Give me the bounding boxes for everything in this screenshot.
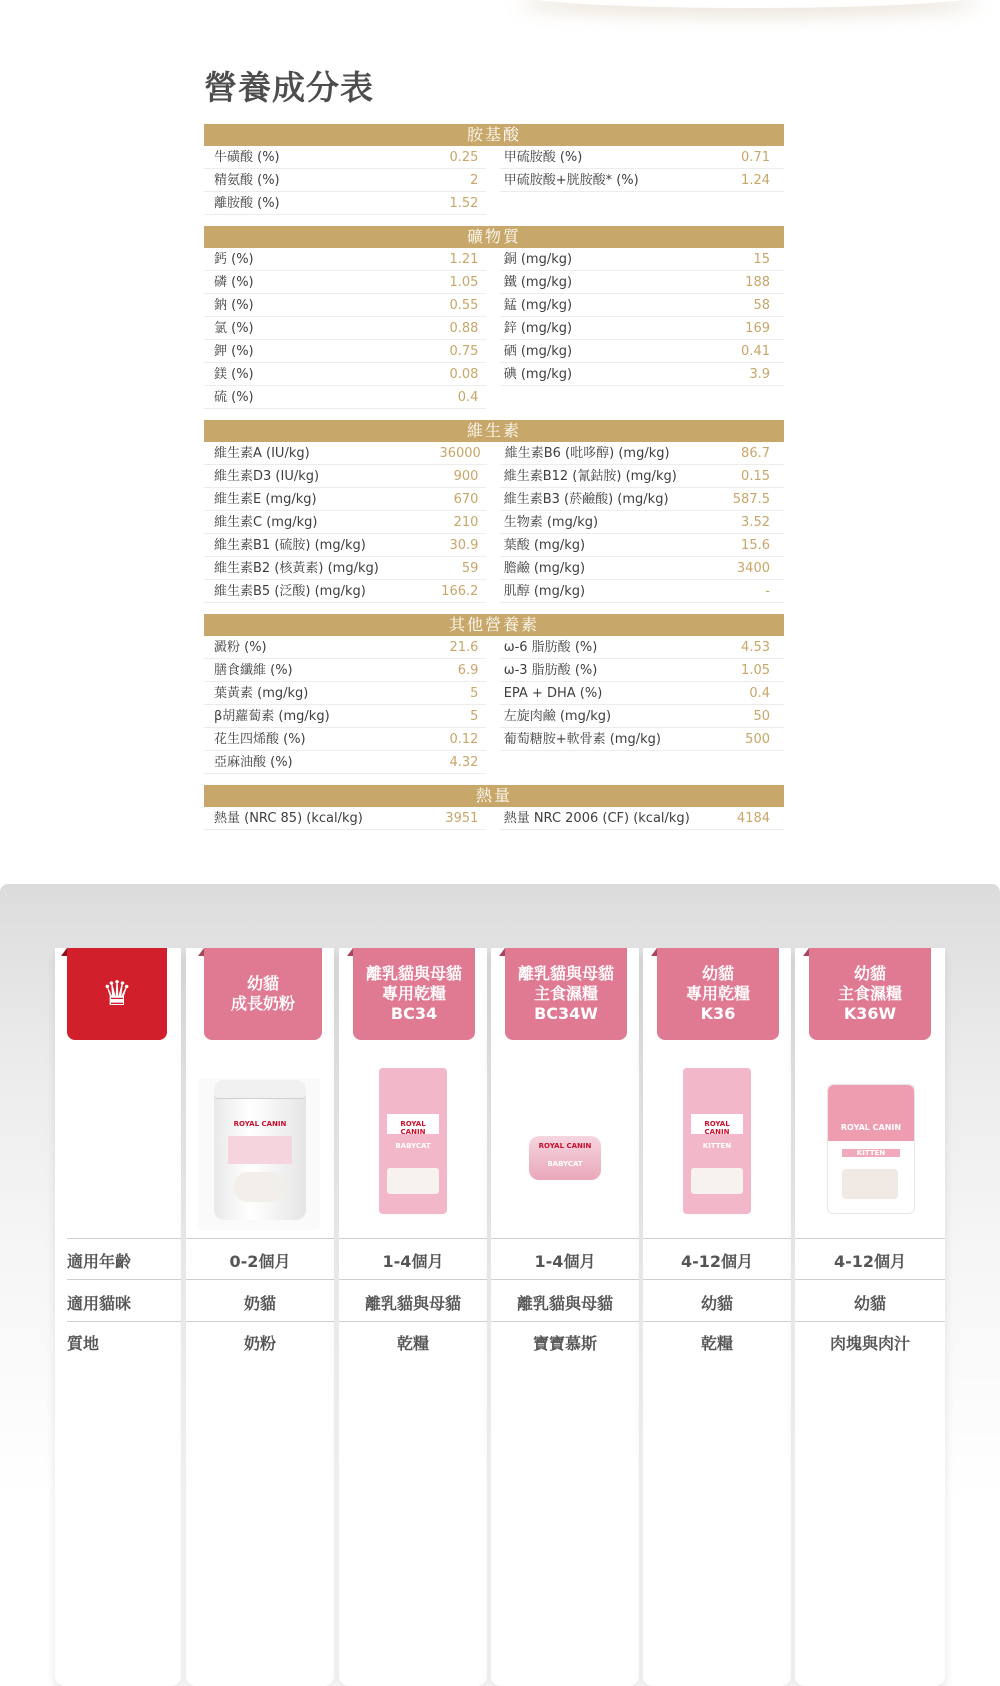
- nutrient-value: 169: [713, 317, 784, 340]
- table-row: [204, 192, 784, 215]
- nutrient-value: 4184: [713, 807, 784, 830]
- nutrient-value: 59: [440, 557, 486, 580]
- nutrient-value: 0.15: [713, 465, 784, 488]
- product-cat-type: 離乳貓與母貓: [364, 1294, 461, 1313]
- nutrient-name: 葉酸 (mg/kg): [500, 534, 713, 557]
- row-label-age: 適用年齡: [67, 1252, 132, 1271]
- nutrient-value: 188: [713, 271, 784, 294]
- nutrient-name: 維生素B1 (硫胺) (mg/kg): [204, 534, 440, 557]
- nutrient-value: 50: [713, 705, 784, 728]
- nutrient-name: 鎂 (%): [204, 363, 440, 386]
- column-gap: [487, 442, 500, 465]
- table-row: [204, 465, 784, 488]
- nutrient-name: 鐵 (mg/kg): [500, 271, 713, 294]
- section-heading: 胺基酸: [204, 124, 784, 146]
- table-row: [204, 807, 784, 830]
- nutrient-name: 維生素B12 (氰鈷胺) (mg/kg): [500, 465, 713, 488]
- table-row: [204, 534, 784, 557]
- table-row: [204, 659, 784, 682]
- nutrient-value: 0.55: [440, 294, 486, 317]
- nutrient-name: 葉黃素 (mg/kg): [204, 682, 440, 705]
- nutrient-value: 670: [440, 488, 486, 511]
- column-gap: [486, 807, 499, 830]
- table-row: [204, 488, 784, 511]
- nutrient-name: 維生素C (mg/kg): [204, 511, 440, 534]
- table-row: [204, 317, 784, 340]
- table-row: [204, 442, 784, 465]
- nutrient-value: 3400: [713, 557, 784, 580]
- nutrient-value: 210: [440, 511, 486, 534]
- nutrient-name: 熱量 (NRC 85) (kcal/kg): [204, 807, 440, 830]
- nutrient-value: 36000: [439, 442, 487, 465]
- column-gap: [486, 682, 499, 705]
- table-row: [204, 511, 784, 534]
- nutrient-value: [713, 192, 784, 215]
- table-row: [204, 386, 784, 409]
- nutrient-name: 澱粉 (%): [204, 636, 440, 659]
- nutrient-value: 86.7: [713, 442, 784, 465]
- nutrient-value: 58: [713, 294, 784, 317]
- nutrient-value: 4.32: [440, 751, 486, 774]
- nutrient-value: 0.25: [440, 146, 486, 169]
- nutrient-name: 維生素A (IU/kg): [204, 442, 439, 465]
- nutrient-name: 甲硫胺酸 (%): [500, 146, 713, 169]
- product-tag: 離乳貓與母貓 專用乾糧 BC34: [353, 948, 475, 1040]
- column-gap: [486, 340, 499, 363]
- nutrient-value: 0.4: [713, 682, 784, 705]
- column-gap: [486, 488, 499, 511]
- column-gap: [486, 248, 499, 271]
- table-row: [204, 705, 784, 728]
- nutrient-value: 0.75: [440, 340, 486, 363]
- product-texture: 乾糧: [700, 1334, 733, 1353]
- nutrient-name: 維生素B2 (核黃素) (mg/kg): [204, 557, 440, 580]
- product-image-k36-bag: ROYAL CANIN KITTEN: [683, 1068, 751, 1214]
- nutrient-value: [713, 386, 784, 409]
- row-label-cat-type: 適用貓咪: [67, 1294, 132, 1313]
- nutrient-value: 30.9: [440, 534, 486, 557]
- nutrient-name: 葡萄糖胺+軟骨素 (mg/kg): [500, 728, 713, 751]
- comparison-label-column: [55, 948, 181, 1686]
- nutrient-name: 左旋肉鹼 (mg/kg): [500, 705, 713, 728]
- nutrient-name: 甲硫胺酸+胱胺酸* (%): [500, 169, 713, 192]
- product-cat-type: 奶貓: [243, 1294, 276, 1313]
- product-image-milk-can: ROYAL CANIN: [198, 1078, 320, 1230]
- nutrient-value: 3.9: [713, 363, 784, 386]
- nutrient-value: 4.53: [713, 636, 784, 659]
- nutrient-value: 15.6: [713, 534, 784, 557]
- section-heading: 熱量: [204, 785, 784, 807]
- section-heading: 礦物質: [204, 226, 784, 248]
- nutrient-value: 3951: [440, 807, 486, 830]
- column-gap: [486, 636, 499, 659]
- nutrient-value: 6.9: [440, 659, 486, 682]
- nutrient-value: 21.6: [440, 636, 486, 659]
- nutrient-value: -: [713, 580, 784, 603]
- nutrient-value: 1.52: [440, 192, 486, 215]
- nutrient-value: 1.21: [440, 248, 486, 271]
- product-tag: 幼貓 主食濕糧 K36W: [809, 948, 931, 1040]
- nutrient-name: 鋅 (mg/kg): [500, 317, 713, 340]
- nutrient-value: 900: [440, 465, 486, 488]
- nutrient-value: 3.52: [713, 511, 784, 534]
- product-card-k36: [643, 948, 791, 1686]
- table-row: [204, 169, 784, 192]
- nutrient-section: [204, 226, 784, 409]
- nutrient-value: 166.2: [440, 580, 486, 603]
- nutrient-name: 磷 (%): [204, 271, 440, 294]
- column-gap: [486, 271, 499, 294]
- product-card-bc34: [339, 948, 487, 1686]
- product-cat-type: 離乳貓與母貓: [516, 1294, 613, 1313]
- nutrient-name: 花生四烯酸 (%): [204, 728, 440, 751]
- nutrient-section: [204, 785, 784, 830]
- product-tag: 幼貓 專用乾糧 K36: [657, 948, 779, 1040]
- nutrient-value: 0.88: [440, 317, 486, 340]
- table-row: [204, 682, 784, 705]
- nutrient-name: 銅 (mg/kg): [500, 248, 713, 271]
- column-gap: [486, 386, 499, 409]
- column-gap: [486, 659, 499, 682]
- nutrient-value: 500: [713, 728, 784, 751]
- nutrient-value: 0.71: [713, 146, 784, 169]
- nutrient-name: 生物素 (mg/kg): [500, 511, 713, 534]
- section-heading: 維生素: [204, 420, 784, 442]
- royal-canin-crown-icon: ♛: [101, 974, 133, 1014]
- product-cat-type: 幼貓: [700, 1294, 733, 1313]
- product-image-bc34w-tin: ROYAL CANIN BABYCAT: [529, 1136, 601, 1180]
- nutrient-name: 維生素D3 (IU/kg): [204, 465, 440, 488]
- column-gap: [486, 465, 499, 488]
- column-gap: [486, 146, 499, 169]
- nutrient-name: 牛磺酸 (%): [204, 146, 440, 169]
- nutrient-name: 維生素B6 (吡哆醇) (mg/kg): [501, 442, 713, 465]
- product-age: 4-12個月: [833, 1252, 907, 1271]
- nutrient-value: 0.4: [440, 386, 486, 409]
- section-heading: 其他營養素: [204, 614, 784, 636]
- nutrition-table: [204, 124, 784, 841]
- nutrient-name: 錳 (mg/kg): [500, 294, 713, 317]
- nutrient-name: 硒 (mg/kg): [500, 340, 713, 363]
- product-image-k36w-pouch: ROYAL CANIN KITTEN: [827, 1084, 915, 1214]
- nutrient-value: 587.5: [713, 488, 784, 511]
- nutrient-name: 膳食纖維 (%): [204, 659, 440, 682]
- product-age: 1-4個月: [382, 1252, 444, 1271]
- nutrient-value: 0.12: [440, 728, 486, 751]
- column-gap: [486, 557, 499, 580]
- product-tag: 離乳貓與母貓 主食濕糧 BC34W: [505, 948, 627, 1040]
- product-texture: 肉塊與肉汁: [829, 1334, 910, 1353]
- nutrient-name: ω-3 脂肪酸 (%): [500, 659, 713, 682]
- nutrient-name: 肌醇 (mg/kg): [500, 580, 713, 603]
- table-row: [204, 146, 784, 169]
- column-gap: [486, 751, 499, 774]
- table-row: [204, 636, 784, 659]
- nutrient-section: [204, 420, 784, 603]
- product-card-bc34w: [491, 948, 639, 1686]
- nutrient-value: 1.24: [713, 169, 784, 192]
- nutrient-name: 離胺酸 (%): [204, 192, 440, 215]
- product-texture: 乾糧: [396, 1334, 429, 1353]
- nutrient-value: 5: [440, 682, 486, 705]
- nutrient-value: 15: [713, 248, 784, 271]
- column-gap: [486, 728, 499, 751]
- page-title: 營養成分表: [204, 68, 374, 107]
- column-gap: [486, 534, 499, 557]
- product-texture: 寶寶慕斯: [532, 1334, 597, 1353]
- product-age: 1-4個月: [534, 1252, 596, 1271]
- table-row: [204, 294, 784, 317]
- column-gap: [486, 580, 499, 603]
- column-gap: [486, 363, 499, 386]
- nutrient-name: EPA + DHA (%): [500, 682, 713, 705]
- product-cat-type: 幼貓: [853, 1294, 886, 1313]
- nutrient-name: 氯 (%): [204, 317, 440, 340]
- column-gap: [486, 169, 499, 192]
- product-card-k36w: [795, 948, 945, 1686]
- nutrient-name: 維生素B5 (泛酸) (mg/kg): [204, 580, 440, 603]
- nutrient-section: [204, 124, 784, 215]
- nutrient-value: 0.41: [713, 340, 784, 363]
- nutrient-value: 0.08: [440, 363, 486, 386]
- nutrient-section: [204, 614, 784, 774]
- table-row: [204, 271, 784, 294]
- nutrient-name: 硫 (%): [204, 386, 440, 409]
- nutrient-value: 5: [440, 705, 486, 728]
- nutrient-name: 亞麻油酸 (%): [204, 751, 440, 774]
- column-gap: [486, 511, 499, 534]
- top-decor-shadow: [520, 0, 980, 8]
- nutrient-name: [500, 751, 713, 774]
- nutrient-name: 精氨酸 (%): [204, 169, 440, 192]
- product-image-bc34-bag: ROYAL CANIN BABYCAT: [379, 1068, 447, 1214]
- column-gap: [486, 705, 499, 728]
- nutrient-name: 鉀 (%): [204, 340, 440, 363]
- column-gap: [486, 192, 499, 215]
- nutrient-name: 熱量 NRC 2006 (CF) (kcal/kg): [500, 807, 713, 830]
- table-row: [204, 248, 784, 271]
- column-gap: [486, 294, 499, 317]
- nutrient-value: [713, 751, 784, 774]
- brand-tag: [67, 948, 167, 1040]
- nutrient-name: 維生素E (mg/kg): [204, 488, 440, 511]
- table-row: [204, 580, 784, 603]
- nutrient-name: [500, 192, 713, 215]
- table-row: [204, 363, 784, 386]
- nutrient-name: 維生素B3 (菸鹼酸) (mg/kg): [500, 488, 713, 511]
- nutrient-name: 鈉 (%): [204, 294, 440, 317]
- column-gap: [486, 317, 499, 340]
- nutrient-name: ω-6 脂肪酸 (%): [500, 636, 713, 659]
- product-tag: 幼貓 成長奶粉: [204, 948, 322, 1040]
- nutrient-name: β胡蘿蔔素 (mg/kg): [204, 705, 440, 728]
- nutrient-name: 鈣 (%): [204, 248, 440, 271]
- product-card-milk: [186, 948, 334, 1686]
- table-row: [204, 557, 784, 580]
- table-row: [204, 728, 784, 751]
- product-age: 4-12個月: [680, 1252, 754, 1271]
- product-age: 0-2個月: [229, 1252, 291, 1271]
- nutrient-name: [500, 386, 713, 409]
- table-row: [204, 751, 784, 774]
- nutrient-value: 1.05: [713, 659, 784, 682]
- row-label-texture: 質地: [67, 1334, 100, 1353]
- nutrient-name: 膽鹼 (mg/kg): [500, 557, 713, 580]
- nutrient-name: 碘 (mg/kg): [500, 363, 713, 386]
- table-row: [204, 340, 784, 363]
- nutrient-value: 2: [440, 169, 486, 192]
- product-texture: 奶粉: [243, 1334, 276, 1353]
- nutrient-value: 1.05: [440, 271, 486, 294]
